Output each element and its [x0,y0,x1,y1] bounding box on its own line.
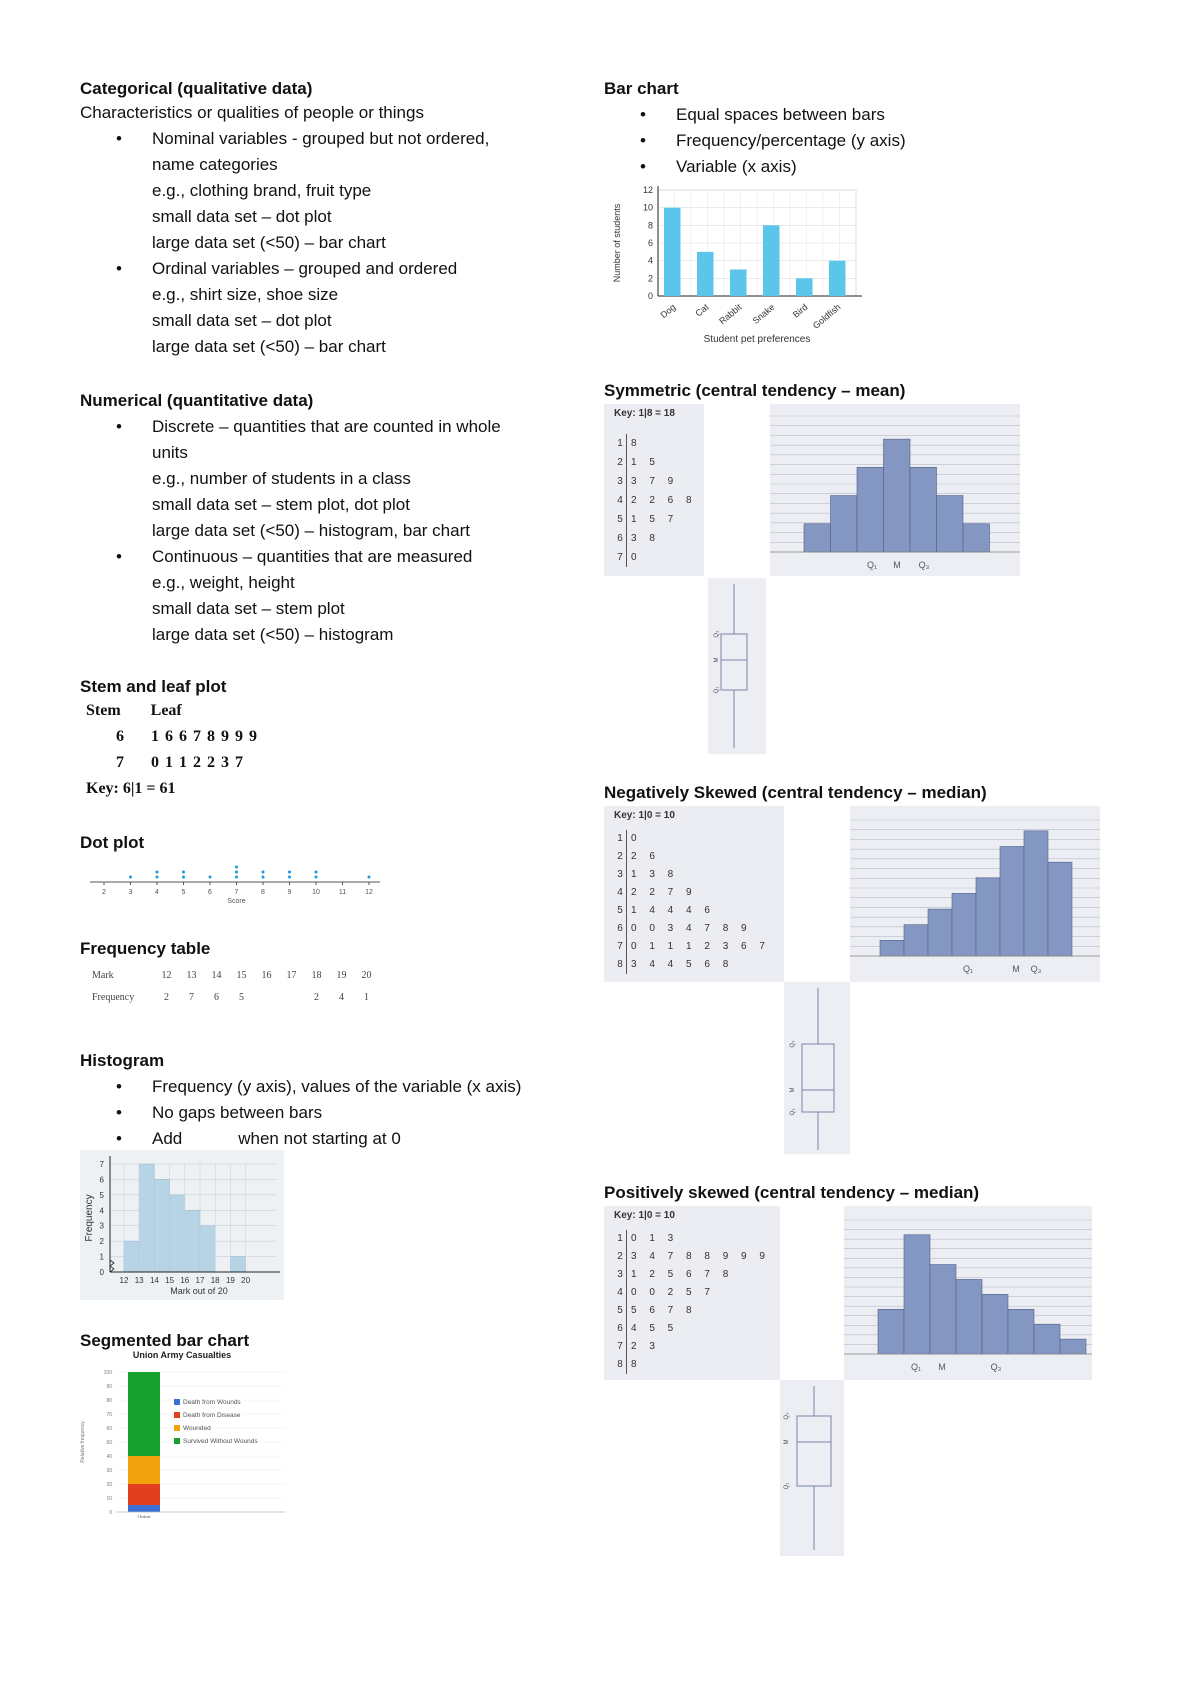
histogram-bar [880,940,904,956]
stem-leaf-row [614,510,697,529]
stem: 6 [614,1320,627,1338]
bar-chart-bullet: • Equal spaces between bars [604,102,1124,128]
x-tick-label: 14 [149,1276,159,1285]
dot-plot-tick-label: 11 [338,889,347,896]
histogram-bar [904,1235,930,1354]
histogram-bar [904,925,928,956]
histogram-chart [80,1150,284,1300]
freq-table-frequency: 1 [364,992,369,1003]
stem-leaf-row [614,1320,770,1338]
y-tick-label: 4 [99,1206,104,1216]
stem: 2 [614,453,627,472]
stem-leaf-row [614,1284,770,1302]
leaves: 0 0 2 5 7 [631,1287,715,1298]
y-tick-label: 10 [642,202,653,213]
x-tick-label: Cat [693,301,711,319]
y-axis-label: Frequency [84,1194,95,1242]
quartile-label: Q₁ [714,686,720,694]
leaves: 5 6 7 8 [631,1305,697,1316]
dot-plot-dot [235,876,238,879]
quartile-label: Q₃ [784,1412,790,1420]
freq-table-frequency: 2 [164,992,169,1003]
freq-table-frequency: 4 [339,992,344,1003]
y-tick-label: 50 [106,1440,112,1446]
stem: 5 [614,510,627,529]
dot-plot-dot [315,871,318,874]
stem-leaf-key: Key: 1|0 = 10 [614,1210,675,1221]
legend-swatch [174,1438,180,1444]
histogram-bar [956,1279,982,1354]
legend-label: Death from Disease [183,1412,241,1419]
stem: 1 [614,830,627,848]
continuous-item: • Continuous – quantities that are measured e.g., weight, height small data set – stem plot large data set (<50) – histogram [80,544,590,648]
freq-table-frequency: 6 [214,992,219,1003]
stem: 7 [614,938,627,956]
legend-swatch [174,1412,180,1418]
dot-plot-dot [288,871,291,874]
neg-skew-stem-leaf [604,806,784,982]
bar [829,261,846,296]
histogram-bar [937,496,964,552]
quartile-label: M [714,657,720,663]
dot-plot-heading: Dot plot [80,833,145,852]
bar-chart-bullet: • Variable (x axis) [604,154,1124,180]
segment [128,1456,160,1484]
leaves: 1 4 4 4 6 [631,905,715,916]
x-tick-label: Goldfish [810,301,843,331]
stem-leaf-row [614,453,697,472]
dot-plot-dot [182,876,185,879]
y-tick-label: 5 [99,1190,104,1200]
pos-skew-heading: Positively skewed (central tendency – median) [604,1183,980,1202]
x-tick-label: 13 [134,1276,144,1285]
y-tick-label: 6 [99,1175,104,1185]
dot-plot-dot [129,876,132,879]
y-tick-label: 2 [647,273,653,284]
leaves: 8 [631,1359,642,1370]
histogram-bar [804,524,831,552]
quartile-label: M [1012,964,1020,974]
stem-leaf-row: 6 1 6 6 7 8 9 9 9 [116,728,258,745]
categorical-intro: Characteristics or qualities of people or things [80,103,424,122]
stem: 5 [614,1302,627,1320]
stem-leaf-row [614,529,697,548]
y-tick-label: 0 [647,291,653,301]
freq-table-mark: 14 [211,970,222,981]
stem-leaf-row [614,1302,770,1320]
quartile-label: M [784,1439,790,1445]
y-tick-label: 8 [647,220,653,231]
neg-skew-histogram [850,806,1100,982]
stem-col-header: Stem [86,702,121,719]
dot-plot-dot [262,876,265,879]
stem: 3 [614,866,627,884]
dot-plot-axis-label: Score [227,898,246,905]
leaves: 2 2 6 8 [631,495,697,506]
symmetric-stem-leaf [604,404,704,576]
quartile-label: Q₁ [784,1482,790,1490]
stem-leaf-row [614,956,770,974]
quartile-label: M [938,1362,946,1372]
stem: 7 [614,548,627,567]
stem: 6 [614,529,627,548]
histogram-bullet: • No gaps between bars [80,1100,600,1126]
dot-plot-dot [209,876,212,879]
histogram-bar [857,467,884,552]
histogram-bar [1000,847,1024,956]
histogram-bar [930,1265,956,1354]
leaves: 3 4 7 8 8 9 9 9 [631,1251,770,1262]
freq-table [92,970,379,1014]
stem: 4 [614,491,627,510]
histogram-bar [230,1257,245,1272]
bar [763,225,780,296]
bar [730,270,747,297]
segment [128,1372,160,1456]
histogram-bar [124,1241,139,1272]
freq-table-frequency: 2 [314,992,319,1003]
x-tick-label: Union [137,1515,151,1518]
stem-leaf-row [614,884,770,902]
stem-leaf-row [614,902,770,920]
stem-leaf-row [614,472,697,491]
x-tick-label: Bird [790,301,810,320]
x-tick-label: Dog [658,301,678,321]
y-tick-label: 80 [106,1398,112,1404]
dot-plot-dot [368,876,371,879]
segmented-heading: Segmented bar chart [80,1331,250,1350]
leaves: 8 [631,438,642,449]
histogram-bar [170,1195,185,1272]
freq-row-label-mark: Mark [92,970,114,981]
stem-leaf-row: 7 0 1 1 2 2 3 7 [116,754,244,771]
dot-plot-tick-label: 9 [287,889,292,896]
x-tick-label: 20 [241,1276,251,1285]
numerical-section [80,390,590,648]
histogram-bar [200,1226,215,1272]
dot-plot-tick-label: 4 [155,889,159,896]
categorical-section [80,78,590,360]
y-tick-label: 60 [106,1426,112,1432]
histogram-bar [884,439,911,552]
histogram-bar [154,1179,169,1272]
legend-swatch [174,1425,180,1431]
quartile-label: Q₁ [866,560,878,570]
leaves: 0 0 3 4 7 8 9 [631,923,752,934]
quartile-label: Q₃ [918,560,930,570]
freq-table-mark: 18 [311,970,322,981]
boxplot-background [784,982,850,1154]
freq-table-frequency [279,992,304,1014]
freq-row-label-frequency: Frequency [92,992,135,1003]
pos-skew-histogram [844,1206,1092,1380]
symmetric-boxplot [708,578,766,754]
stem-leaf-row [614,1338,770,1356]
freq-table-mark: 13 [186,970,197,981]
dot-plot-tick-label: 7 [234,889,239,896]
stem-leaf-row [614,434,697,453]
stem: 3 [614,1266,627,1284]
y-tick-label: 20 [106,1482,112,1488]
leaves: 1 5 [631,457,660,468]
neg-skew-boxplot [784,982,850,1154]
bar-chart-heading: Bar chart [604,79,679,98]
legend-label: Survived Without Wounds [183,1438,258,1445]
bar-chart-bullet: • Frequency/percentage (y axis) [604,128,1124,154]
nominal-item: • Nominal variables - grouped but not ordered, name categories e.g., clothing brand, fruit type small data set – dot plot large data set (<50) – bar chart [80,126,590,256]
numerical-list [80,414,590,648]
leaves: 3 8 [631,533,660,544]
histogram-bar [910,467,937,552]
stem: 2 [614,848,627,866]
dot-plot-tick-label: 12 [365,889,373,896]
discrete-item: • Discrete – quantities that are counted in whole units e.g., number of students in a class small data set – stem plot, dot plot large data set (<50) – histogram, bar chart [80,414,590,544]
dot-plot-dot [288,876,291,879]
y-tick-label: 30 [106,1468,112,1474]
dot-plot-dot [182,871,185,874]
histogram-bar [878,1309,904,1354]
dot-plot-dot [156,871,159,874]
stem-leaf-row [614,920,770,938]
y-axis-label: Number of students [612,203,622,283]
leaves: 2 2 7 9 [631,887,697,898]
quartile-label: M [790,1087,796,1093]
x-tick-label: 18 [210,1276,220,1285]
y-tick-label: 10 [106,1496,112,1502]
y-tick-label: 0 [99,1268,104,1277]
segment [128,1505,160,1512]
freq-table-mark: 20 [361,970,372,981]
y-tick-label: 1 [99,1252,104,1262]
quartile-label: Q₃ [714,630,720,638]
stem: 8 [614,956,627,974]
stem: 5 [614,902,627,920]
quartile-label: M [893,560,901,570]
histogram-bar [1008,1309,1034,1354]
stem-leaf-row [614,548,697,567]
y-tick-label: 6 [647,238,653,248]
leaves: 0 [631,833,642,844]
freq-table-mark: 19 [336,970,347,981]
segmented-bar-chart [80,1350,285,1518]
bar-chart-section [604,78,1124,180]
y-axis-label: Relative frequency [80,1421,86,1463]
segment [128,1484,160,1505]
stem-leaf-row [614,830,770,848]
stem: 4 [614,884,627,902]
stem-leaf-key: Key: 1|0 = 10 [614,810,675,821]
dot-plot [80,858,390,906]
stem: 8 [614,1356,627,1374]
leaves: 0 1 3 [631,1233,679,1244]
stem-leaf-heading: Stem and leaf plot [80,677,227,696]
dot-plot-tick-label: 8 [261,889,265,896]
stem-leaf-key: Key: 6|1 = 61 [86,780,176,797]
histogram-bar [928,909,952,956]
dot-plot-tick-label: 2 [102,889,106,896]
leaves: 4 5 5 [631,1323,679,1334]
pos-skew-stem-leaf [604,1206,780,1380]
quartile-label: Q₃ [1030,964,1042,974]
leaves: 3 4 4 5 6 8 [631,959,734,970]
stem-leaf-row [614,491,697,510]
categorical-heading: Categorical (qualitative data) [80,79,313,98]
freq-table-frequency: 5 [239,992,244,1003]
y-tick-label: 70 [106,1412,112,1418]
y-tick-label: 100 [103,1370,112,1376]
leaves: 1 5 7 [631,514,679,525]
histogram-bullet: • Frequency (y axis), values of the variable (x axis) [80,1074,600,1100]
leaves: 0 [631,552,642,563]
histogram-bullet: • Add when not starting at 0 [80,1126,600,1152]
histogram-bar [185,1210,200,1272]
y-tick-label: 90 [106,1384,112,1390]
stem-leaf-row [614,1248,770,1266]
bar [664,208,681,296]
freq-table-frequency: 7 [189,992,194,1003]
boxplot-background [708,578,766,754]
legend-label: Death from Wounds [183,1399,241,1406]
histogram-bar [139,1164,154,1272]
freq-table-mark: 16 [261,970,272,981]
y-tick-label: 4 [647,255,653,266]
ordinal-item: • Ordinal variables – grouped and ordered e.g., shirt size, shoe size small data set – dot plot large data set (<50) – bar chart [80,256,590,360]
x-tick-label: 12 [119,1276,129,1285]
categorical-list [80,126,590,360]
y-tick-label: 2 [99,1237,104,1247]
freq-table-mark: 15 [236,970,247,981]
bar [796,278,813,296]
freq-table-heading: Frequency table [80,939,211,958]
dot-plot-dot [235,866,238,869]
x-tick-label: Rabbit [717,301,744,327]
stem: 4 [614,1284,627,1302]
stem-leaf-row [614,848,770,866]
dot-plot-tick-label: 3 [128,889,133,896]
x-tick-label: 19 [225,1276,235,1285]
stem-leaf-plot [86,702,306,806]
y-tick-label: 0 [109,1510,112,1516]
y-tick-label: 12 [642,185,653,195]
stem: 1 [614,1230,627,1248]
stem: 3 [614,472,627,491]
dot-plot-dot [262,871,265,874]
quartile-label: Q₁ [962,964,974,974]
freq-table-mark: 12 [161,970,172,981]
dot-plot-dot [156,876,159,879]
stem-leaf-row [614,866,770,884]
neg-skew-heading: Negatively Skewed (central tendency – median) [604,783,987,802]
symmetric-heading: Symmetric (central tendency – mean) [604,381,906,400]
quartile-label: Q₁ [790,1108,796,1116]
histogram-section [80,1050,600,1152]
leaves: 1 2 5 6 7 8 [631,1269,734,1280]
chart-title: Union Army Casualties [132,1350,232,1360]
stem-leaf-row [614,1266,770,1284]
histogram-bar [1060,1339,1086,1354]
dot-plot-dot [235,871,238,874]
y-tick-label: 40 [106,1454,112,1460]
dot-plot-tick-label: 10 [312,889,320,896]
histogram-bar [1048,862,1072,956]
symmetric-histogram [770,404,1020,576]
histogram-bar [976,878,1000,956]
boxplot-background [780,1380,844,1556]
stem-leaf-key: Key: 1|8 = 18 [614,408,675,419]
quartile-label: Q₁ [910,1362,922,1372]
bar [697,252,714,296]
x-axis-label: Student pet preferences [703,334,811,344]
dot-plot-tick-label: 6 [208,889,212,896]
x-tick-label: Snake [750,301,777,326]
leaf-col-header: Leaf [150,702,182,719]
dot-plot-tick-label: 5 [181,889,186,896]
freq-table-frequency [254,992,279,1014]
pet-bar-chart [606,184,866,344]
leaves: 2 3 [631,1341,660,1352]
histogram-bar [1024,831,1048,956]
leaves: 2 6 [631,851,660,862]
dot-plot-dot [315,876,318,879]
leaves: 1 3 8 [631,869,679,880]
legend-swatch [174,1399,180,1405]
stem-leaf-row [614,1356,770,1374]
stem-leaf-row [614,938,770,956]
histogram-heading: Histogram [80,1051,165,1070]
histogram-bar [1034,1324,1060,1354]
histogram-bar [831,496,858,552]
quartile-label: Q₃ [990,1362,1002,1372]
stem: 2 [614,1248,627,1266]
pos-skew-boxplot [780,1380,844,1556]
stem: 1 [614,434,627,453]
histogram-bar [952,893,976,956]
x-tick-label: 15 [165,1276,175,1285]
numerical-heading: Numerical (quantitative data) [80,391,314,410]
leaves: 0 1 1 1 2 3 6 7 [631,941,770,952]
stem-leaf-row [614,1230,770,1248]
leaves: 3 7 9 [631,476,679,487]
stem: 7 [614,1338,627,1356]
stem: 6 [614,920,627,938]
histogram-bar [963,524,990,552]
x-tick-label: 17 [195,1276,205,1285]
quartile-label: Q₃ [790,1040,796,1048]
y-tick-label: 7 [99,1160,104,1169]
legend-label: Wounded [183,1425,211,1432]
x-axis-label: Mark out of 20 [170,1286,228,1296]
x-tick-label: 16 [180,1276,190,1285]
y-tick-label: 3 [99,1221,104,1231]
freq-table-mark: 17 [286,970,297,981]
histogram-bar [982,1294,1008,1354]
